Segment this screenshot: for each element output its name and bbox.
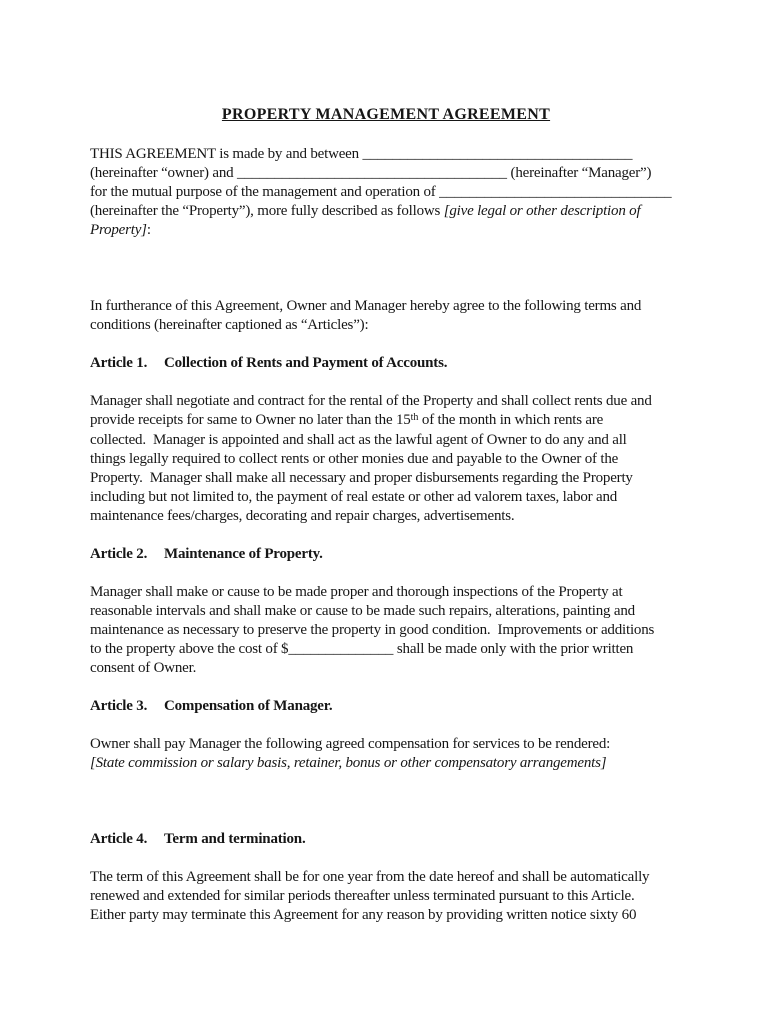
article-number: Article 2.	[90, 546, 148, 562]
text-run: :	[146, 222, 151, 238]
blank-line	[90, 849, 682, 868]
text-run: shall be made only with the prior written	[393, 641, 634, 657]
text-run: collected. Manager is appointed and shall act as the lawful agent of Owner to do any and all	[90, 432, 627, 448]
blank-line	[90, 526, 682, 545]
text-line	[90, 316, 682, 335]
text-line	[90, 659, 682, 678]
blank-line	[90, 678, 682, 697]
blank-line	[90, 716, 682, 735]
text-line	[90, 469, 682, 488]
text-run: Manager shall make or cause to be made proper and thorough inspections of the Property at	[90, 584, 623, 600]
fill-in-blank: ____________________________________	[237, 165, 507, 181]
text-run: of the month in which rents are	[418, 412, 604, 428]
text-line	[90, 431, 682, 450]
text-line	[90, 868, 682, 887]
text-run: things legally required to collect rents or other monies due and payable to the Owner of the	[90, 451, 619, 467]
text-run: In furtherance of this Agreement, Owner and Manager hereby agree to the following terms and	[90, 298, 642, 314]
paragraph	[90, 583, 682, 678]
article-heading	[90, 830, 682, 849]
fill-in-blank: ______________	[288, 641, 394, 657]
article-title: Term and termination.	[164, 831, 306, 847]
text-line	[90, 202, 682, 221]
text-run: to the property above the cost of $	[90, 641, 289, 657]
text-line	[90, 488, 682, 507]
text-line	[90, 450, 682, 469]
text-run: maintenance fees/charges, decorating and repair charges, advertisements.	[90, 508, 515, 524]
text-line	[90, 183, 682, 202]
text-line	[90, 392, 682, 411]
text-run: for the mutual purpose of the management and operation of	[90, 184, 440, 200]
text-line	[90, 906, 682, 925]
text-line	[90, 145, 682, 164]
blank-line	[90, 278, 682, 297]
text-run: Manager shall negotiate and contract for the rental of the Property and shall collect rents due and	[90, 393, 652, 409]
article-heading	[90, 354, 682, 373]
text-run: reasonable intervals and shall make or cause to be made such repairs, alterations, painting and	[90, 603, 635, 619]
paragraph	[90, 868, 682, 925]
text-run: th	[410, 411, 419, 423]
text-run: [State commission or salary basis, retainer, bonus or other compensatory arrangements]	[90, 755, 607, 771]
text-run: conditions (hereinafter captioned as “Articles”):	[90, 317, 369, 333]
text-run: (hereinafter “owner) and	[90, 165, 237, 181]
document-title: PROPERTY MANAGEMENT AGREEMENT	[221, 106, 551, 123]
blank-line	[90, 373, 682, 392]
text-run: provide receipts for same to Owner no later than the 15	[90, 412, 411, 428]
article-title: Compensation of Manager.	[164, 698, 333, 714]
blank-line	[90, 240, 682, 259]
document-body	[90, 126, 682, 925]
text-line	[90, 583, 682, 602]
text-line	[90, 507, 682, 526]
text-line	[90, 640, 682, 659]
text-run: maintenance as necessary to preserve the property in good condition. Improvements or additions	[90, 622, 655, 638]
blank-line	[90, 792, 682, 811]
article-number: Article 4.	[90, 831, 148, 847]
text-run: (hereinafter the “Property”), more fully described as follows	[90, 203, 444, 219]
paragraph	[90, 392, 682, 526]
text-line	[90, 602, 682, 621]
text-line	[90, 221, 682, 240]
article-heading	[90, 545, 682, 564]
paragraph	[90, 297, 682, 335]
text-run: renewed and extended for similar periods thereafter unless terminated pursuant to this Article.	[90, 888, 635, 904]
blank-line	[90, 335, 682, 354]
paragraph	[90, 145, 682, 240]
text-run: Property. Manager shall make all necessary and proper disbursements regarding the Property	[90, 470, 633, 486]
text-run: THIS AGREEMENT is made by and between	[90, 146, 363, 162]
text-line	[90, 887, 682, 906]
text-line	[90, 754, 682, 773]
text-run: Owner shall pay Manager the following agreed compensation for services to be rendered:	[90, 736, 611, 752]
blank-line	[90, 811, 682, 830]
blank-line	[90, 259, 682, 278]
blank-line	[90, 773, 682, 792]
text-run: (hereinafter “Manager”)	[507, 165, 652, 181]
text-run: [give legal or other description of	[443, 203, 641, 219]
text-line	[90, 164, 682, 183]
fill-in-blank: ____________________________________	[362, 146, 633, 162]
fill-in-blank: _______________________________	[439, 184, 672, 200]
blank-line	[90, 126, 682, 145]
text-line	[90, 621, 682, 640]
text-run: including but not limited to, the payment of real estate or other ad valorem taxes, labor and	[90, 489, 618, 505]
text-run: consent of Owner.	[90, 660, 197, 676]
text-run: The term of this Agreement shall be for one year from the date hereof and shall be automatically	[90, 869, 650, 885]
article-title: Collection of Rents and Payment of Accounts.	[164, 355, 448, 371]
text-line	[90, 297, 682, 316]
article-number: Article 3.	[90, 698, 148, 714]
article-heading	[90, 697, 682, 716]
text-line	[90, 411, 682, 431]
article-title: Maintenance of Property.	[164, 546, 323, 562]
article-number: Article 1.	[90, 355, 148, 371]
blank-line	[90, 564, 682, 583]
text-run: Property]	[90, 222, 147, 238]
text-run: Either party may terminate this Agreement for any reason by providing written notice sixty 60	[90, 907, 637, 923]
text-line	[90, 735, 682, 754]
paragraph	[90, 735, 682, 773]
